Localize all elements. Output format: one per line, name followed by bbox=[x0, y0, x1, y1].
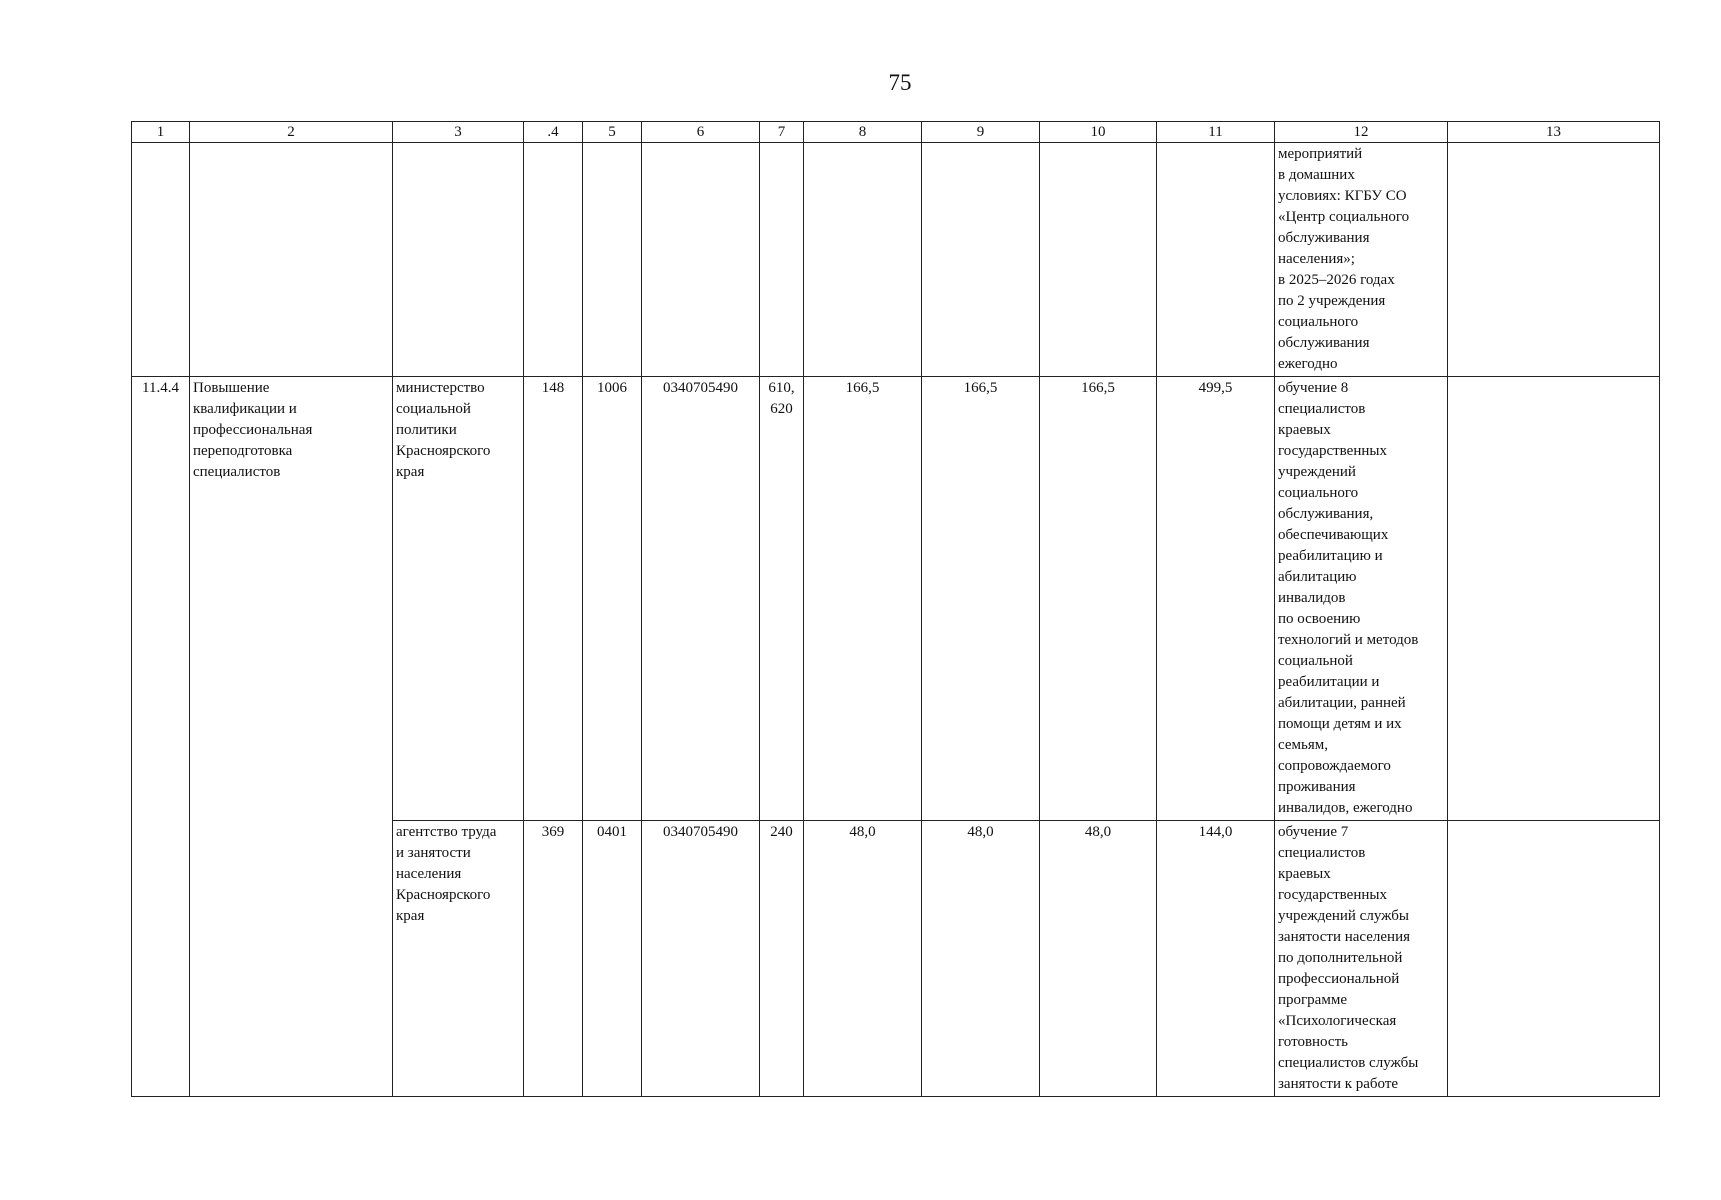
column-number: 9 bbox=[922, 122, 1040, 143]
table-cell bbox=[922, 143, 1040, 377]
responsible-executor: агентство труда и занятости населения Красноярского края bbox=[393, 821, 524, 1097]
amount-cell: 48,0 bbox=[922, 821, 1040, 1097]
item-number: 11.4.4 bbox=[132, 377, 190, 1097]
table-cell bbox=[190, 143, 393, 377]
table-cell bbox=[132, 143, 190, 377]
column-number: 8 bbox=[804, 122, 922, 143]
table-cell bbox=[1448, 821, 1660, 1097]
table-cell bbox=[642, 143, 760, 377]
column-number: 11 bbox=[1157, 122, 1275, 143]
budget-code: 0401 bbox=[583, 821, 642, 1097]
column-number: 7 bbox=[760, 122, 804, 143]
activity-name: Повышение квалификации и профессиональная переподготовка специалистов bbox=[190, 377, 393, 1097]
table-cell bbox=[1040, 143, 1157, 377]
table-row bbox=[132, 377, 1660, 821]
budget-code: 369 bbox=[524, 821, 583, 1097]
column-number: 2 bbox=[190, 122, 393, 143]
column-number: 5 bbox=[583, 122, 642, 143]
result-description: обучение 7 специалистов краевых государственных учреждений службы занятости населения по дополнительной профессиональной программе «Психологическая готовность специалистов службы занятости к работе bbox=[1275, 821, 1448, 1097]
table-cell bbox=[760, 143, 804, 377]
column-number: 10 bbox=[1040, 122, 1157, 143]
table-cell bbox=[1157, 143, 1275, 377]
budget-code: 610, 620 bbox=[760, 377, 804, 821]
program-table bbox=[131, 121, 1660, 1097]
amount-cell: 166,5 bbox=[804, 377, 922, 821]
responsible-executor: министерство социальной политики Красноярского края bbox=[393, 377, 524, 821]
column-number: 12 bbox=[1275, 122, 1448, 143]
amount-cell: 48,0 bbox=[804, 821, 922, 1097]
budget-code: 148 bbox=[524, 377, 583, 821]
budget-code: 0340705490 bbox=[642, 377, 760, 821]
column-number-row bbox=[132, 122, 1660, 143]
table-cell bbox=[804, 143, 922, 377]
result-description: мероприятий в домашних условиях: КГБУ СО «Центр социального обслуживания населения»; в 2025–2026 годах по 2 учреждения социального обслуживания ежегодно bbox=[1275, 143, 1448, 377]
table-cell bbox=[583, 143, 642, 377]
amount-cell: 144,0 bbox=[1157, 821, 1275, 1097]
page-number-text: 75 bbox=[888, 70, 912, 95]
amount-cell: 48,0 bbox=[1040, 821, 1157, 1097]
amount-cell: 166,5 bbox=[922, 377, 1040, 821]
table-cell bbox=[393, 143, 524, 377]
amount-cell: 166,5 bbox=[1040, 377, 1157, 821]
table-cell bbox=[524, 143, 583, 377]
amount-cell: 499,5 bbox=[1157, 377, 1275, 821]
budget-code: 0340705490 bbox=[642, 821, 760, 1097]
column-number: 13 bbox=[1448, 122, 1660, 143]
column-number: 1 bbox=[132, 122, 190, 143]
table-cell bbox=[1448, 377, 1660, 821]
continuation-row bbox=[132, 143, 1660, 377]
column-number: 3 bbox=[393, 122, 524, 143]
page-number bbox=[0, 70, 1721, 96]
column-number: .4 bbox=[524, 122, 583, 143]
budget-code: 240 bbox=[760, 821, 804, 1097]
budget-code: 1006 bbox=[583, 377, 642, 821]
table-cell bbox=[1448, 143, 1660, 377]
result-description: обучение 8 специалистов краевых государственных учреждений социального обслуживания, обеспечивающих реабилитацию и абилитацию инвалидов по освоению технологий и методов социальной реабилитации и абилитации, ранней помощи детям и их семьям, сопровождаемого проживания инвалидов, ежегодно bbox=[1275, 377, 1448, 821]
column-number: 6 bbox=[642, 122, 760, 143]
